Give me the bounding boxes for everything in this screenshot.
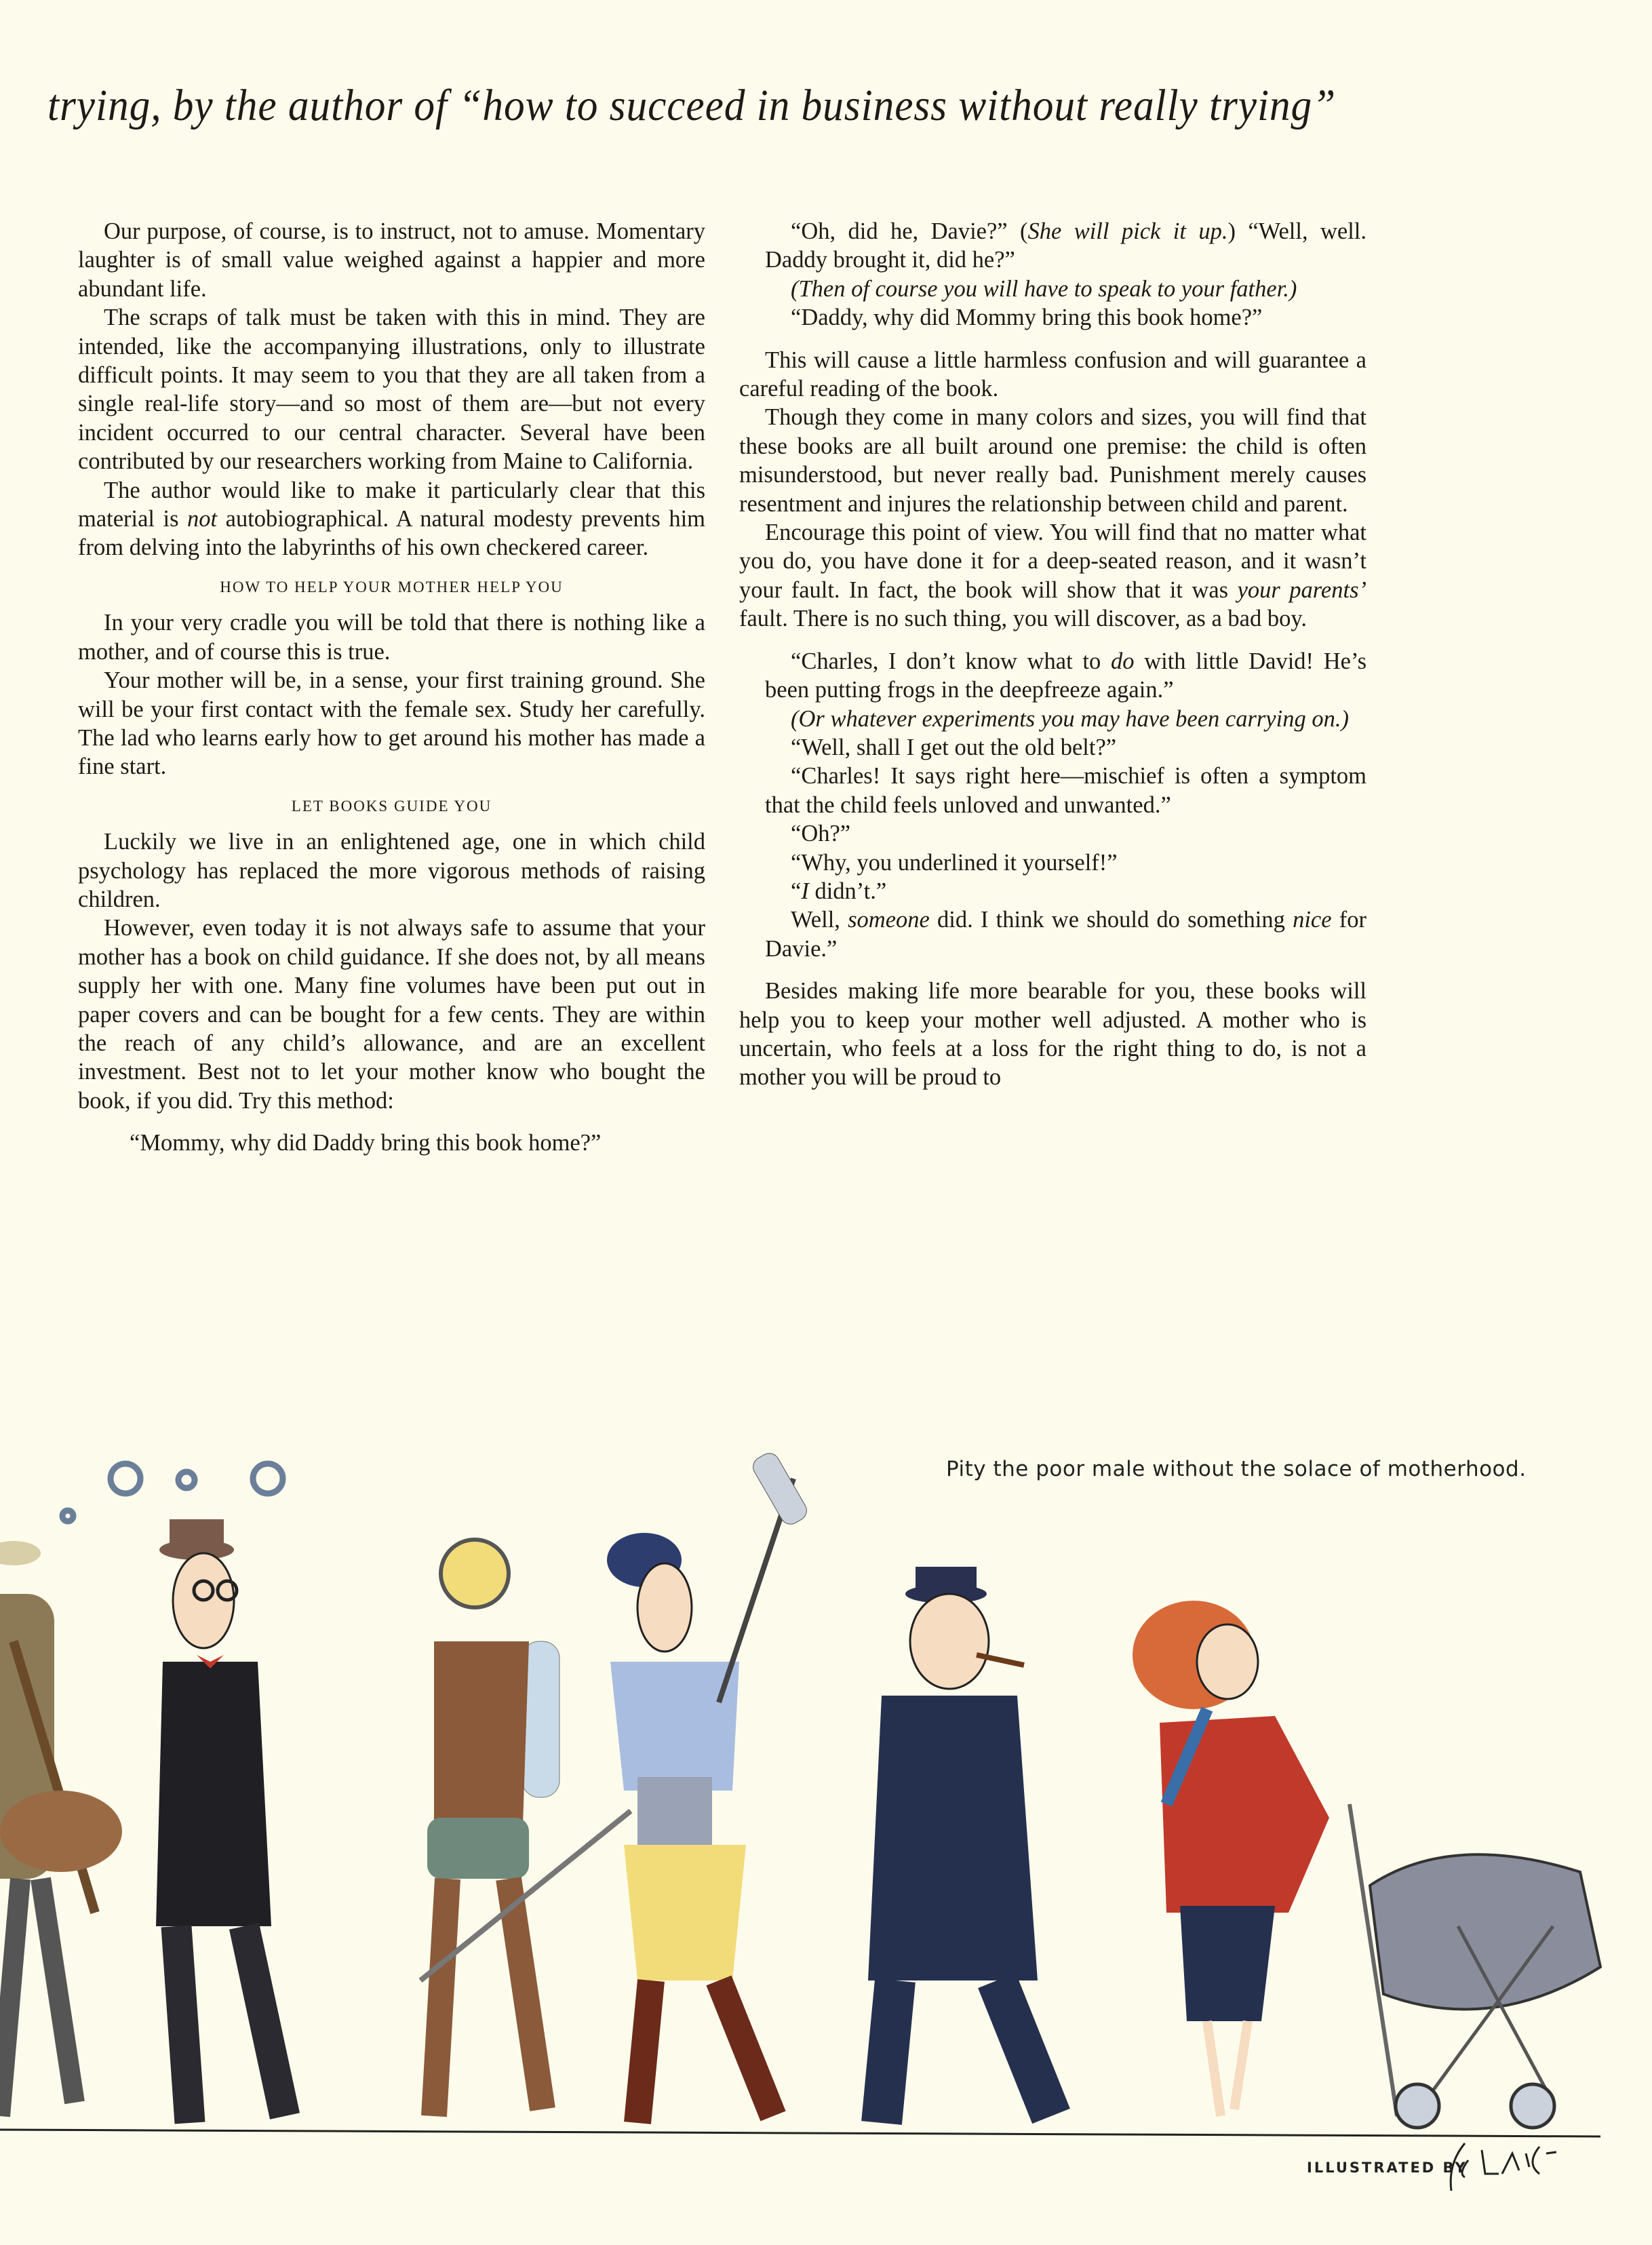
text-run: Your mother will be, in a sense, your first training ground. She will be your first contact with the female sex. Study her carefully. The lad who learns early how to get around his mother has made a fine start.: [78, 667, 705, 780]
italic-text: She will pick it up.: [1027, 218, 1228, 244]
text-run: “Why, you underlined it yourself!”: [791, 849, 1118, 876]
text-run: “Charles, I don’t know what to: [791, 648, 1111, 674]
dialogue-line: [739, 647, 1366, 705]
figure-hunter: [0, 1541, 122, 2116]
text-run: Encourage this point of view. You will find that no matter what you do, you have done it for a deep-seated reason, and it wasn’t your fault. In fact, the book will show that it was: [739, 520, 1366, 603]
text-run: ) “Well, well. Daddy brought it, did he?”: [765, 218, 1366, 273]
figure-scuba-diver: [420, 1540, 631, 2116]
ground-line: [0, 2130, 1600, 2136]
dialogue-line: [739, 819, 1366, 848]
running-headline: trying, by the author of “how to succeed in business without really trying”: [47, 81, 1337, 130]
text-run: Well,: [791, 907, 848, 933]
text-run: Besides making life more bearable for you, these books will help you to keep your mother well adjusted. A mother who is uncertain, who feels at a loss for the right thing to do, is not a mother you will be proud to: [739, 978, 1366, 1091]
dialogue-line: [78, 1129, 705, 1157]
body-paragraph: [78, 827, 705, 914]
body-paragraph: [78, 666, 705, 781]
section-heading: LET BOOKS GUIDE YOU: [291, 797, 492, 815]
body-paragraph: [739, 346, 1366, 404]
text-run: The scraps of talk must be taken with this in mind. They are intended, like the accompanying illustrations, only to illustrate difficult points. It may seem to you that they are all taken from a single real-life story—and so most of them are—but not every incident occurred to our central character. Several have been contributed by our researchers working from Maine to California.: [78, 305, 705, 475]
italic-text: do: [1110, 648, 1135, 674]
body-paragraph: [78, 914, 705, 1115]
body-paragraph: [78, 476, 705, 562]
body-paragraph: [78, 608, 705, 666]
figure-mother-with-pram: [1133, 1601, 1600, 2128]
text-run: This will cause a little harmless confusion and will guarantee a careful reading of the book.: [739, 347, 1366, 402]
body-paragraph: [78, 217, 705, 303]
body-paragraph: [739, 403, 1366, 518]
text-run: In your very cradle you will be told that there is nothing like a mother, and of course this is true.: [78, 610, 705, 665]
article-column-left: [78, 217, 705, 1158]
article-column-right: [739, 217, 1366, 1092]
dialogue-line: [739, 848, 1366, 877]
body-paragraph: [78, 303, 705, 475]
text-run: with little David! He’s been putting frogs in the deepfreeze again.”: [765, 648, 1367, 703]
figure-businessman-glasses: [156, 1519, 285, 2123]
text-run: didn’t.”: [808, 878, 887, 904]
figure-polo-player: [607, 1449, 810, 2123]
italic-text: nice: [1293, 907, 1332, 933]
text-run: autobiographical. A natural modesty prevents him from delving into the labyrinths of his own checkered career.: [78, 506, 705, 561]
italic-text: not: [187, 506, 218, 532]
dialogue-line: [739, 905, 1366, 963]
text-run: However, even today it is not always safe to assume that your mother has a book on child guidance. If she does not, by all means supply her with one. Many fine volumes have been put out in paper covers and can be bought for a few cents. They are within the reach of any child’s allowance, and are an excellent investment. Best not to let your mother know who bought the book, if you did. Try this method:: [78, 915, 705, 1114]
illustration-caption: Pity the poor male without the solace of motherhood.: [946, 1457, 1527, 1481]
body-paragraph: [739, 977, 1366, 1092]
text-run: “Mommy, why did Daddy bring this book home?”: [130, 1130, 602, 1156]
dialogue-line: [739, 303, 1366, 332]
dialogue-line: [739, 705, 1366, 733]
text-run: “Daddy, why did Mommy bring this book home?”: [791, 305, 1263, 331]
section-heading: HOW TO HELP YOUR MOTHER HELP YOU: [220, 578, 564, 596]
text-run: The author would like to make it particularly clear that this material is: [78, 477, 705, 532]
text-run: Though they come in many colors and sizes, you will find that these books are all built around one premise: the child is often misunderstood, but never really bad. Punishment merely causes resentment and injures the relationship between child and parent.: [739, 404, 1366, 517]
figure-man-with-cigar: [868, 1567, 1051, 2123]
dialogue-line: [739, 275, 1366, 303]
italic-text: I: [801, 878, 809, 904]
text-run: fault. There is no such thing, you will discover, as a bad boy.: [739, 606, 1307, 632]
text-run: did. I think we should do something: [929, 907, 1293, 933]
smoke-rings: [62, 1464, 283, 1521]
body-paragraph: [739, 518, 1366, 633]
text-run: for Davie.”: [765, 907, 1366, 962]
text-run: Our purpose, of course, is to instruct, not to amuse. Momentary laughter is of small value weighed against a happier and more abundant life.: [78, 218, 705, 302]
italic-text: someone: [848, 907, 930, 933]
italic-text: (Or whatever experiments you may have been carrying on.): [791, 705, 1349, 732]
dialogue-line: [739, 762, 1366, 819]
illustration-parade-of-men: [0, 1438, 1652, 2143]
text-run: “Oh?”: [791, 821, 851, 847]
illustrator-signature: [1444, 2136, 1560, 2198]
illustrator-credit: ILLUSTRATED BY: [1307, 2160, 1468, 2176]
italic-text: (Then of course you will have to speak to your father.): [791, 275, 1297, 302]
dialogue-line: [739, 217, 1366, 275]
italic-text: your parents’: [1237, 577, 1366, 603]
text-run: “Oh, did he, Davie?” (: [791, 218, 1028, 244]
dialogue-line: [739, 733, 1366, 762]
dialogue-line: [739, 877, 1366, 905]
text-run: “: [791, 878, 802, 904]
text-run: “Well, shall I get out the old belt?”: [791, 734, 1117, 760]
text-run: Luckily we live in an enlightened age, one in which child psychology has replaced the more vigorous methods of raising children.: [78, 829, 705, 912]
text-run: “Charles! It says right here—mischief is often a symptom that the child feels unloved and unwanted.”: [765, 763, 1366, 818]
